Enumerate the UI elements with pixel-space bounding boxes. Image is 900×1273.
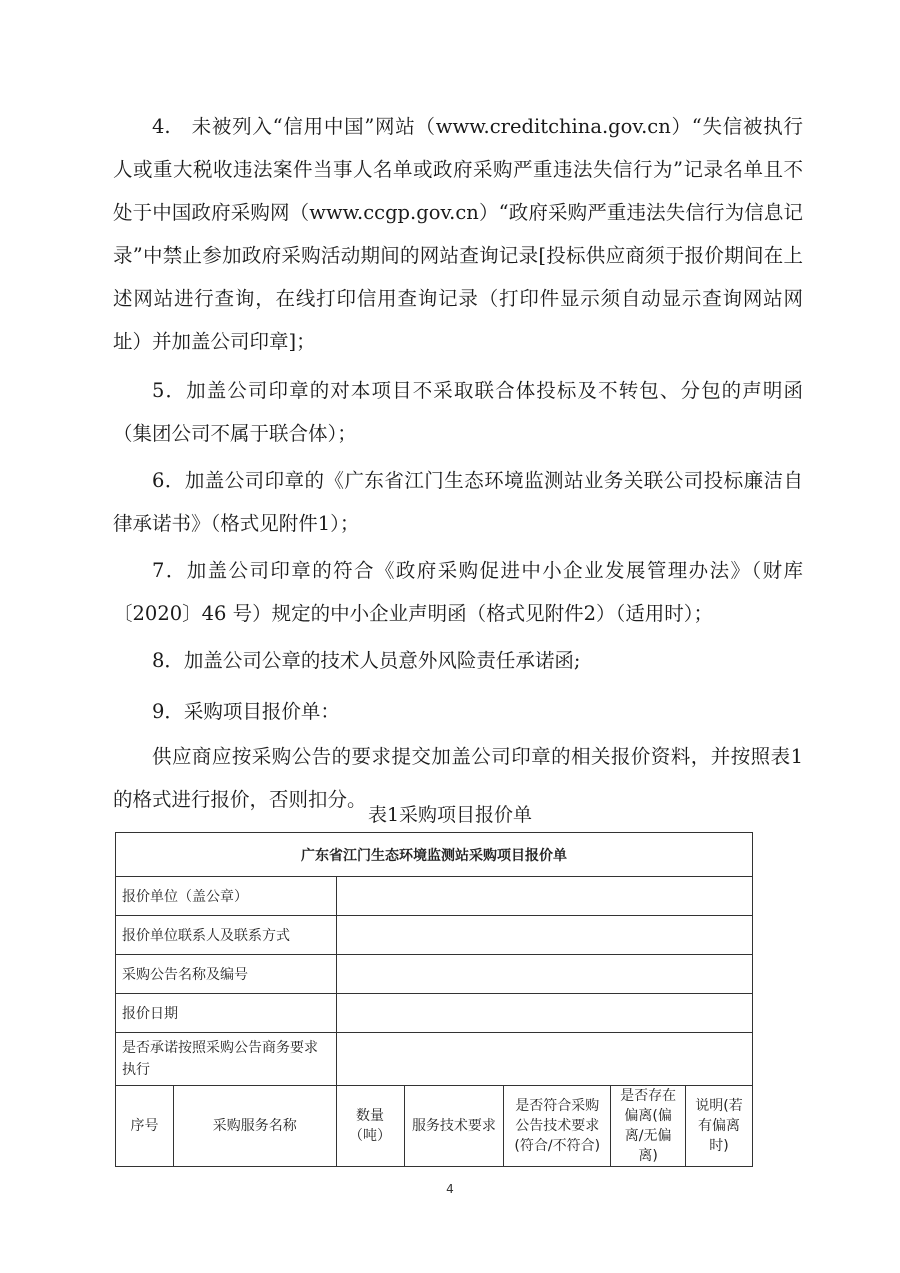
table-row xyxy=(116,994,753,1033)
table-caption: 表1采购项目报价单 xyxy=(367,804,533,826)
table-title-row xyxy=(116,833,753,877)
paragraph-quote-instruction: 供应商应按采购公告的要求提交加盖公司印章的相关报价资料，并按照表1的格式进行报价，否则扣分。 xyxy=(113,745,803,811)
table-row xyxy=(116,877,753,916)
table-row xyxy=(116,916,753,955)
table-row xyxy=(116,955,753,994)
paragraph-item-4: 4. 未被列入“信用中国”网站（www.creditchina.gov.cn）“失信被执行人或重大税收违法案件当事人名单或政府采购严重违法失信行为”记录名单且不处于中国政府采购网（www.ccgp.gov.cn）“政府采购严重违法失信行为信息记录”中禁止参加政府采购活动期间的网站查询记录[投标供应商须于报价期间在上述网站进行查询，在线打印信用查询记录（打印件显示须自动显示查询网站网址）并加盖公司印章]； xyxy=(113,115,803,353)
row-label-announcement: 采购公告名称及编号 xyxy=(116,955,337,994)
table-row xyxy=(116,1033,753,1086)
row-label-contact: 报价单位联系人及联系方式 xyxy=(116,916,337,955)
row-value-contact xyxy=(336,916,752,955)
row-label-commitment: 是否承诺按照采购公告商务要求执行 xyxy=(116,1033,337,1086)
row-label-quoter: 报价单位（盖公章） xyxy=(116,877,337,916)
paragraph-item-5: 5．加盖公司印章的对本项目不采取联合体投标及不转包、分包的声明函（集团公司不属于联合体）； xyxy=(113,379,803,445)
column-header-tech-requirements: 服务技术要求 xyxy=(404,1086,504,1167)
row-value-quoter xyxy=(336,877,752,916)
row-label-date: 报价日期 xyxy=(116,994,337,1033)
column-header-deviation: 是否存在偏离(偏离/无偏离) xyxy=(611,1086,686,1167)
paragraph-item-9: 9．采购项目报价单： xyxy=(152,700,340,723)
column-header-quantity: 数量（吨） xyxy=(336,1086,404,1167)
paragraph-item-8: 8．加盖公司公章的技术人员意外风险责任承诺函; xyxy=(152,649,581,672)
table-title: 广东省江门生态环境监测站采购项目报价单 xyxy=(116,833,753,877)
column-header-service-name: 采购服务名称 xyxy=(173,1086,336,1167)
body-text xyxy=(113,105,803,821)
column-header-compliance: 是否符合采购公告技术要求(符合/不符合) xyxy=(504,1086,611,1167)
row-value-date xyxy=(336,994,752,1033)
page-number: 4 xyxy=(446,1182,454,1196)
row-value-commitment xyxy=(336,1033,752,1086)
column-header-notes: 说明(若有偏离时) xyxy=(686,1086,753,1167)
paragraph-item-7: 7．加盖公司印章的符合《政府采购促进中小企业发展管理办法》（财库〔2020〕46 号）规定的中小企业声明函（格式见附件2）（适用时）； xyxy=(113,559,803,625)
table-header-row xyxy=(116,1086,753,1167)
paragraph-item-6: 6．加盖公司印章的《广东省江门生态环境监测站业务关联公司投标廉洁自律承诺书》（格式见附件1）； xyxy=(113,469,803,535)
column-header-index: 序号 xyxy=(116,1086,174,1167)
row-value-announcement xyxy=(336,955,752,994)
quote-table xyxy=(115,832,753,1167)
